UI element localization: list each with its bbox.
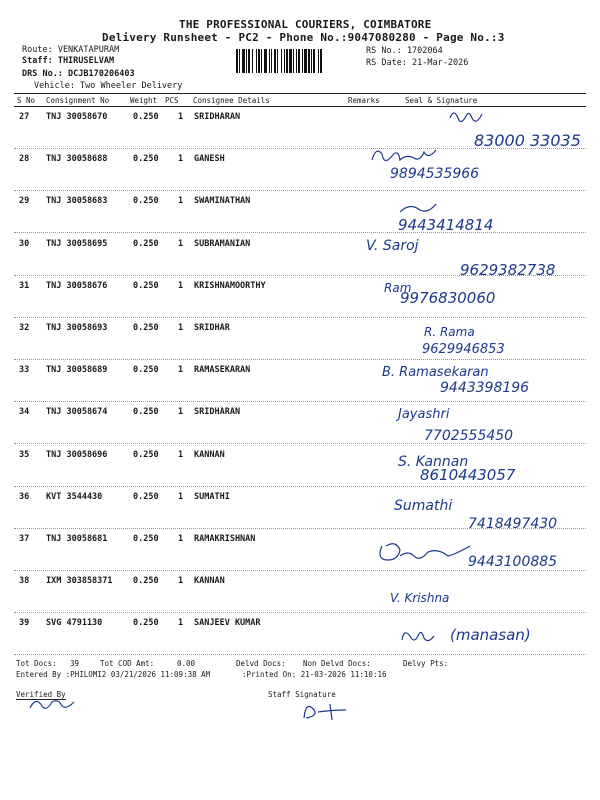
row-pcs: 1: [178, 196, 184, 207]
row-sno: 36: [19, 491, 30, 502]
phone-27: 83000 33035: [474, 131, 581, 150]
verified-by-label: Verified By: [16, 690, 66, 699]
phone-36: 7418497430: [468, 516, 558, 532]
row-sno: 38: [19, 576, 30, 587]
table-row: [0, 150, 600, 192]
table-row: [0, 403, 600, 445]
name-39: (manasan): [450, 626, 531, 644]
phone-31: 9976830060: [400, 289, 496, 307]
tot-docs-value: 39: [70, 659, 80, 668]
table-row: [0, 319, 600, 361]
row-weight: 0.250: [133, 112, 159, 122]
vehicle-label: Vehicle: Two Wheeler Delivery: [34, 81, 183, 91]
row-separator: [14, 359, 586, 360]
row-separator: [14, 570, 586, 571]
tot-cod-label: Tot COD Amt:: [100, 659, 155, 668]
row-consignment-no: TNJ 30058689: [46, 365, 108, 376]
row-sno: 39: [19, 618, 30, 629]
table-row: [0, 108, 600, 150]
row-sno: 29: [19, 196, 30, 207]
phone-34: 7702555450: [424, 428, 514, 444]
verified-signature-icon: [30, 701, 74, 709]
phone-29: 9443414814: [398, 216, 494, 234]
row-pcs: 1: [178, 618, 184, 629]
row-consignee: KRISHNAMOORTHY: [194, 280, 266, 291]
row-separator: [14, 190, 586, 191]
row-sno: 31: [19, 280, 30, 291]
row-consignee: SRIDHARAN: [194, 112, 241, 122]
staff-signature-icon: [304, 704, 346, 720]
phone-33: 9443398196: [440, 380, 530, 396]
row-consignee: SUMATHI: [194, 491, 230, 502]
printed-on: :Printed On: 21-03-2026 11:10:16: [242, 670, 387, 679]
col-remarks: Remarks: [348, 96, 380, 105]
row-consignee: KANNAN: [194, 449, 225, 460]
row-consignment-no: SVG 4791130: [46, 618, 103, 629]
table-row: [0, 530, 600, 572]
row-weight: 0.250: [133, 533, 159, 544]
table-row: [0, 235, 600, 277]
rs-number: RS No.: 1702064: [366, 46, 443, 56]
row-consignee: RAMASEKARAN: [194, 365, 251, 376]
row-sno: 28: [19, 154, 30, 165]
table-row: [0, 572, 600, 614]
row-pcs: 1: [178, 449, 184, 460]
row-consignee: SUBRAMANIAN: [194, 238, 251, 249]
row-separator: [14, 275, 586, 276]
company-title: THE PROFESSIONAL COURIERS, COIMBATORE: [179, 18, 432, 31]
row-sno: 34: [19, 407, 30, 418]
row-sno: 30: [19, 238, 30, 249]
consignment-table: [0, 108, 600, 656]
row-sno: 32: [19, 322, 30, 333]
row-separator: [14, 486, 586, 487]
row-consignment-no: TNJ 30058676: [46, 280, 108, 291]
table-row: [0, 277, 600, 319]
row-pcs: 1: [178, 154, 184, 165]
table-row: [0, 446, 600, 488]
row-separator: [14, 612, 586, 613]
row-consignment-no: TNJ 30058681: [46, 533, 108, 544]
row-weight: 0.250: [133, 449, 159, 460]
name-36: Sumathi: [394, 498, 453, 514]
header-top-rule: [14, 93, 586, 94]
name-31: Ram: [384, 281, 412, 295]
tot-cod-value: 0.00: [177, 659, 196, 668]
drs-number: DRS No.: DCJB170206403: [22, 69, 135, 79]
row-separator: [14, 401, 586, 402]
row-weight: 0.250: [133, 196, 159, 207]
row-weight: 0.250: [133, 365, 159, 376]
delvd-docs-label: Delvd Docs:: [236, 659, 286, 668]
header-bottom-rule: [14, 106, 586, 107]
row-consignee: GANESH: [194, 154, 225, 165]
row-consignee: SWAMINATHAN: [194, 196, 251, 207]
row-sno: 33: [19, 365, 30, 376]
row-separator: [14, 232, 586, 233]
tot-docs-label: Tot Docs:: [16, 659, 57, 668]
row-pcs: 1: [178, 322, 184, 333]
row-weight: 0.250: [133, 238, 159, 249]
col-consignee: Consignee Details: [193, 96, 270, 105]
col-pcs: PCS: [165, 96, 179, 105]
row-separator: [14, 148, 586, 149]
row-consignment-no: TNJ 30058695: [46, 238, 108, 249]
row-consignment-no: TNJ 30058696: [46, 449, 108, 460]
row-sno: 27: [19, 112, 30, 122]
row-consignee: SRIDHARAN: [194, 407, 241, 418]
row-weight: 0.250: [133, 491, 159, 502]
phone-37: 9443100885: [468, 554, 558, 570]
row-weight: 0.250: [133, 322, 159, 333]
row-weight: 0.250: [133, 154, 159, 165]
staff-signature-label: Staff Signature: [268, 690, 336, 699]
row-pcs: 1: [178, 280, 184, 291]
row-pcs: 1: [178, 238, 184, 249]
row-consignment-no: TNJ 30058670: [46, 112, 108, 122]
phone-35: 8610443057: [420, 466, 516, 484]
row-consignment-no: IXM 303858371: [46, 576, 113, 587]
barcode-image: [236, 49, 363, 73]
name-33: B. Ramasekaran: [382, 365, 489, 380]
table-row: [0, 361, 600, 403]
table-row: [0, 614, 600, 656]
row-consignee: RAMAKRISHNAN: [194, 533, 256, 544]
row-consignment-no: TNJ 30058693: [46, 322, 108, 333]
row-consignment-no: TNJ 30058674: [46, 407, 108, 418]
name-38: V. Krishna: [390, 591, 450, 605]
row-pcs: 1: [178, 112, 184, 122]
col-sno: S No: [17, 96, 36, 105]
route-label: Route: VENKATAPURAM: [22, 45, 120, 55]
row-separator: [14, 443, 586, 444]
name-35: S. Kannan: [398, 454, 469, 470]
row-separator: [14, 528, 586, 529]
non-delvd-docs-label: Non Delvd Docs:: [303, 659, 371, 668]
row-weight: 0.250: [133, 407, 159, 418]
row-consignment-no: TNJ 30058688: [46, 154, 108, 165]
row-separator: [14, 317, 586, 318]
row-consignment-no: TNJ 30058683: [46, 196, 108, 207]
row-sno: 37: [19, 533, 30, 544]
row-pcs: 1: [178, 407, 184, 418]
row-consignee: SANJEEV KUMAR: [194, 618, 261, 629]
row-pcs: 1: [178, 491, 184, 502]
table-row: [0, 192, 600, 234]
name-30: V. Saroj: [366, 238, 419, 254]
phone-32: 9629946853: [422, 342, 505, 357]
name-34: Jayashri: [398, 407, 450, 422]
runsheet-subtitle: Delivery Runsheet - PC2 - Phone No.:9047080280 - Page No.:3: [102, 31, 505, 44]
phone-30: 9629382738: [460, 261, 556, 279]
row-weight: 0.250: [133, 576, 159, 587]
row-sno: 35: [19, 449, 30, 460]
col-signature: Seal & Signature: [405, 96, 478, 105]
row-weight: 0.250: [133, 280, 159, 291]
row-consignee: SRIDHAR: [194, 322, 230, 333]
col-weight: Weight: [130, 96, 158, 105]
row-weight: 0.250: [133, 618, 159, 629]
row-pcs: 1: [178, 576, 184, 587]
table-row: [0, 488, 600, 530]
row-consignee: KANNAN: [194, 576, 225, 587]
row-separator: [14, 654, 586, 655]
col-consignment: Consignment No: [46, 96, 110, 105]
delvy-pts-label: Delvy Pts:: [403, 659, 449, 668]
name-32: R. Rama: [424, 325, 475, 339]
row-pcs: 1: [178, 365, 184, 376]
row-consignment-no: KVT 3544430: [46, 491, 103, 502]
entered-by: Entered By :PHILOMI2 03/21/2026 11:09:38 AM: [16, 670, 211, 679]
phone-28: 9894535966: [390, 166, 480, 182]
staff-label: Staff: THIRUSELVAM: [22, 56, 115, 66]
row-pcs: 1: [178, 533, 184, 544]
rs-date: RS Date: 21-Mar-2026: [366, 58, 469, 68]
